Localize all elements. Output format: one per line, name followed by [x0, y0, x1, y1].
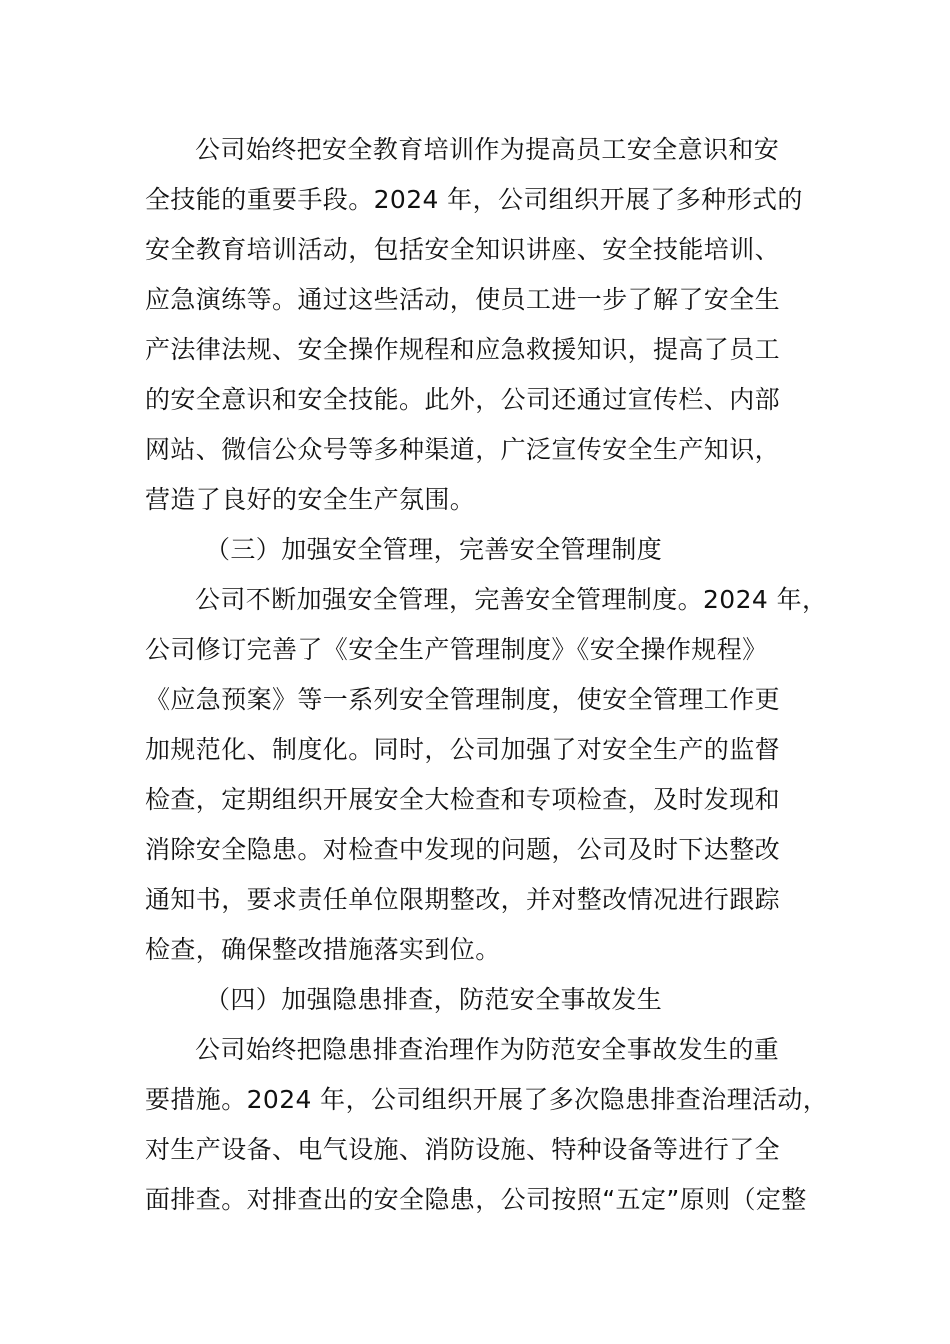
paragraph-line: 全技能的重要手段。2024 年，公司组织开展了多种形式的: [145, 185, 803, 214]
section-heading: （四）加强隐患排查，防范安全事故发生: [205, 985, 663, 1014]
paragraph-line: 消除安全隐患。对检查中发现的问题，公司及时下达整改: [145, 835, 781, 864]
paragraph-line: 公司始终把安全教育培训作为提高员工安全意识和安: [195, 135, 780, 164]
paragraph-line: 对生产设备、电气设施、消防设施、特种设备等进行了全: [145, 1135, 781, 1164]
paragraph-line: 面排查。对排查出的安全隐患，公司按照“五定”原则（定整: [145, 1185, 807, 1214]
section-heading: （三）加强安全管理，完善安全管理制度: [205, 535, 663, 564]
paragraph-line: 检查，定期组织开展安全大检查和专项检查，及时发现和: [145, 785, 781, 814]
paragraph-line: 的安全意识和安全技能。此外，公司还通过宣传栏、内部: [145, 385, 781, 414]
paragraph-line: 安全教育培训活动，包括安全知识讲座、安全技能培训、: [145, 235, 781, 264]
paragraph-line: 加规范化、制度化。同时，公司加强了对安全生产的监督: [145, 735, 781, 764]
paragraph-line: 要措施。2024 年，公司组织开展了多次隐患排查治理活动，: [145, 1085, 829, 1114]
paragraph-line: 网站、微信公众号等多种渠道，广泛宣传安全生产知识，: [145, 435, 781, 464]
paragraph-line: 营造了良好的安全生产氛围。: [145, 485, 476, 514]
paragraph-line: 通知书，要求责任单位限期整改，并对整改情况进行跟踪: [145, 885, 781, 914]
paragraph-line: 应急演练等。通过这些活动，使员工进一步了解了安全生: [145, 285, 781, 314]
paragraph-line: 公司修订完善了《安全生产管理制度》《安全操作规程》: [145, 635, 768, 664]
paragraph-line: 检查，确保整改措施落实到位。: [145, 935, 501, 964]
paragraph-line: 产法律法规、安全操作规程和应急救援知识，提高了员工: [145, 335, 781, 364]
paragraph-line: 公司不断加强安全管理，完善安全管理制度。2024 年，: [195, 585, 828, 614]
paragraph-line: 《应急预案》等一系列安全管理制度，使安全管理工作更: [145, 685, 781, 714]
paragraph-line: 公司始终把隐患排查治理作为防范安全事故发生的重: [195, 1035, 780, 1064]
